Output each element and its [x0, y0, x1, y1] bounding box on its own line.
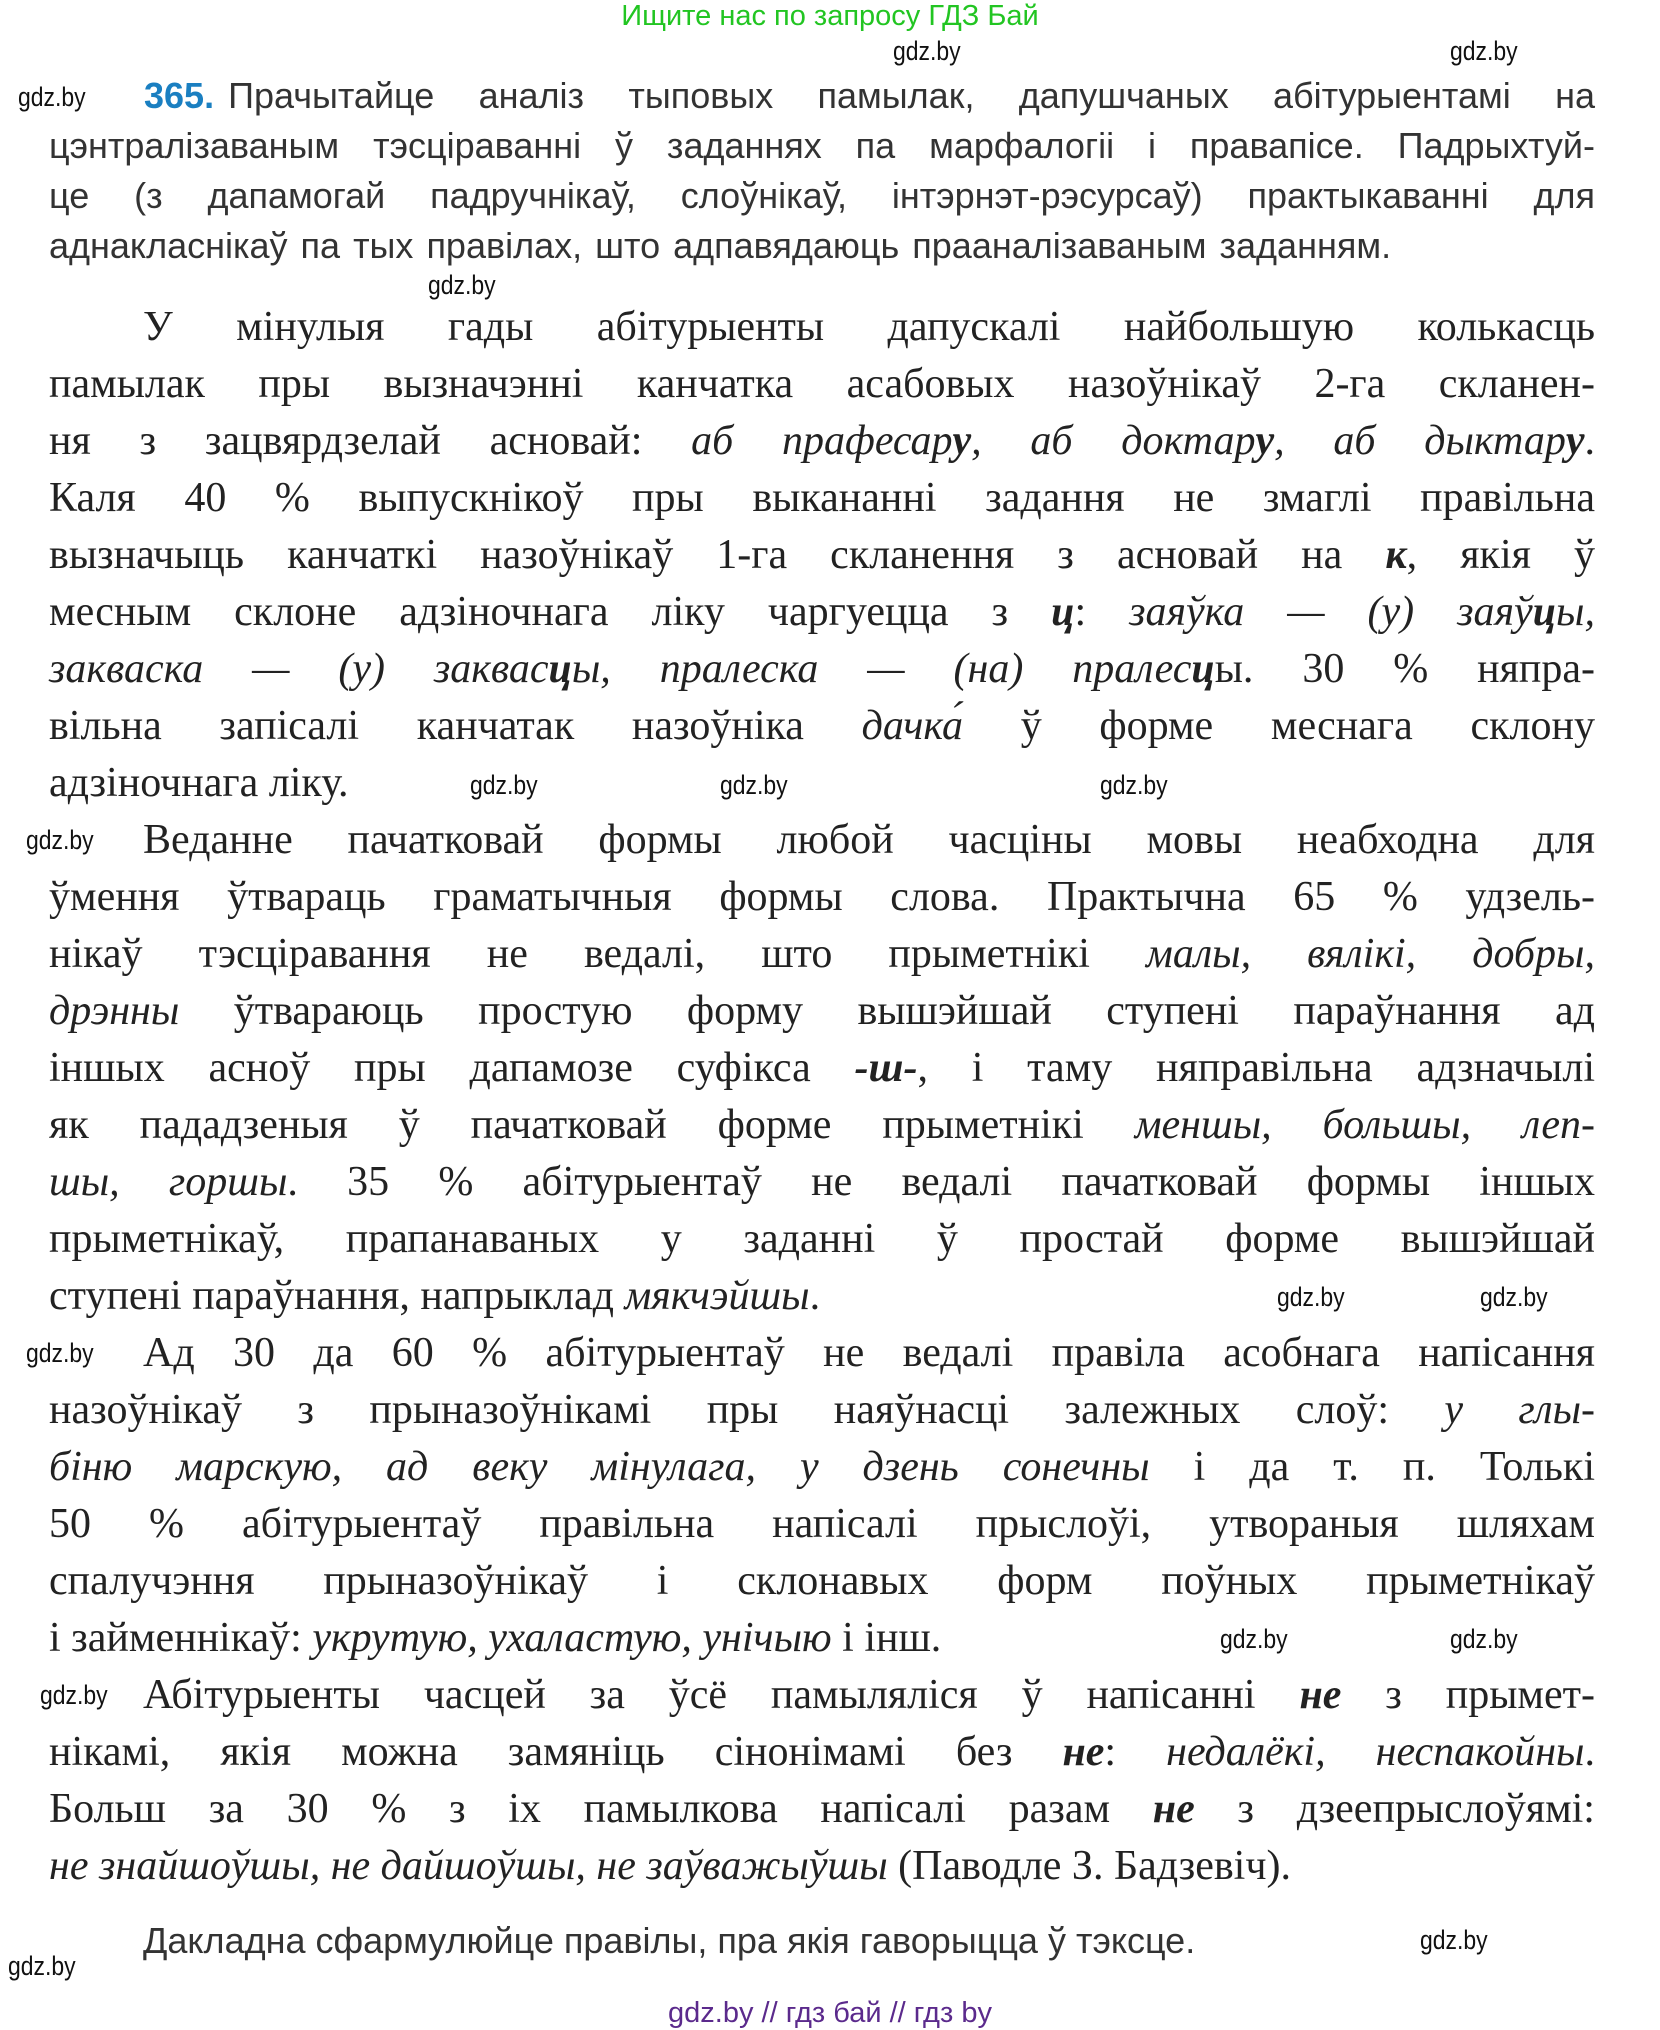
emphasized-text: малы, вялікі, добры,	[1146, 931, 1595, 977]
text-segment: нікамі, якія можна замяніць сінонімамі без	[49, 1729, 1063, 1775]
final-task: Дакладна сфармулюйце правілы, пра якія гаворыцца ў тэксце.	[143, 1920, 1196, 1961]
emphasized-text: не	[1062, 1729, 1105, 1775]
text-segment: . 35 % абітурыентаў не ведалі пачатковай формы іншых	[287, 1159, 1595, 1205]
text-line	[49, 1838, 1595, 1895]
text-segment: вільна запісалі канчатак назоўніка	[49, 703, 862, 749]
emphasized-text: мякчэйшы	[624, 1273, 810, 1319]
text-line	[49, 1325, 1595, 1382]
text-line	[49, 527, 1595, 584]
emphasized-text: не	[1152, 1786, 1195, 1832]
emphasized-text: не знайшоўшы, не дайшоўшы, не заўважыўшы	[49, 1843, 888, 1889]
search-banner: Ищите нас по запросу ГДЗ Бай	[621, 0, 1039, 32]
text-line	[49, 356, 1595, 413]
text-segment: .	[1584, 418, 1596, 464]
emphasized-text: заяўка — (у) заяў	[1129, 589, 1533, 635]
text-segment: іншых асноў пры дапамозе суфікса	[49, 1045, 855, 1091]
text-line	[49, 1496, 1595, 1553]
watermark: gdz.by	[26, 825, 94, 855]
emphasized-text: -ш-	[854, 1045, 918, 1091]
text-line	[49, 1040, 1595, 1097]
watermark: gdz.by	[893, 36, 961, 66]
text-line	[49, 1268, 1595, 1325]
text-segment: і займеннікаў:	[49, 1615, 313, 1661]
watermark: gdz.by	[1450, 36, 1518, 66]
emphasized-text: ы,	[1556, 589, 1595, 635]
text-segment: Ад 30 да 60 % абітурыентаў не ведалі правіла асобнага напісання	[143, 1330, 1595, 1376]
text-segment: ступені параўнання, напрыклад	[49, 1273, 625, 1319]
text-line	[49, 1382, 1595, 1439]
text-line	[49, 869, 1595, 926]
task-line	[49, 71, 1595, 121]
watermark: gdz.by	[1220, 1624, 1288, 1654]
emphasized-text: ы, пралеска — (на) пралес	[571, 646, 1192, 692]
watermark: gdz.by	[1420, 1925, 1488, 1955]
watermark: gdz.by	[1100, 770, 1168, 800]
exercise-number: 365.	[144, 75, 215, 116]
text-segment: ўмення ўтвараць граматычныя формы слова. Практычна 65 % удзель-	[49, 874, 1595, 920]
exercise-task	[49, 71, 1595, 271]
text-segment: ўтвараюць простую форму вышэйшай ступені параўнання ад	[179, 988, 1595, 1034]
emphasized-text: біню марскую, ад веку мінулага, у дзень сонечны	[49, 1444, 1150, 1490]
emphasized-text: ц	[1191, 646, 1215, 692]
emphasized-text: , аб дыктар	[1274, 418, 1566, 464]
watermark: gdz.by	[720, 770, 788, 800]
footer-links: gdz.by // гдз бай // гдз by	[668, 1997, 992, 2029]
watermark: gdz.by	[1450, 1624, 1518, 1654]
text-line	[49, 926, 1595, 983]
task-line: аднакласнікаў па тых правілах, што адпавядаюць прааналізаваным заданням.	[49, 225, 1392, 266]
text-segment: месным склоне адзіночнага ліку чаргуецца з	[49, 589, 1052, 635]
emphasized-text: не	[1299, 1672, 1342, 1718]
text-segment: У мінулыя гады абітурыенты дапускалі найбольшую колькасць	[143, 304, 1595, 350]
text-line	[49, 1724, 1595, 1781]
text-segment: Каля 40 % выпускнікоў пры выкананні задання не змаглі правільна	[49, 475, 1595, 521]
text-segment: .	[1584, 1729, 1595, 1775]
emphasized-text: ц	[548, 646, 572, 692]
text-line	[49, 641, 1595, 698]
emphasized-text: у	[1565, 418, 1585, 464]
text-segment: і да т. п. Толькі	[1149, 1444, 1596, 1490]
emphasized-text: недалёкі, неспакойны	[1166, 1729, 1585, 1775]
text-line	[49, 1439, 1595, 1496]
watermark: gdz.by	[26, 1338, 94, 1368]
article-text	[49, 299, 1595, 1895]
text-segment: нікаў тэсціравання не ведалі, што прыметнікі	[49, 931, 1147, 977]
text-segment: :	[1074, 589, 1130, 635]
watermark: gdz.by	[1480, 1282, 1548, 1312]
emphasized-text: у	[952, 418, 972, 464]
text-segment: Больш за 30 % з іх памылкова напісалі разам	[49, 1786, 1153, 1832]
text-line	[49, 1781, 1595, 1838]
emphasized-text: , аб доктар	[971, 418, 1256, 464]
emphasized-text: у глы-	[1444, 1387, 1595, 1433]
text-line	[49, 413, 1595, 470]
text-segment: , і таму няправільна адзначылі	[917, 1045, 1595, 1091]
emphasized-text: ц	[1051, 589, 1075, 635]
text-segment: з прымет-	[1341, 1672, 1595, 1718]
text-segment: і інш.	[831, 1615, 942, 1661]
emphasized-text: аб прафесар	[691, 418, 953, 464]
text-line	[49, 1610, 1595, 1667]
text-line	[49, 1667, 1595, 1724]
text-segment: назоўнікаў з прыназоўнікамі пры наяўнасці залежных слоў:	[49, 1387, 1445, 1433]
text-segment: :	[1104, 1729, 1167, 1775]
watermark: gdz.by	[40, 1680, 108, 1710]
text-segment: Абітурыенты часцей за ўсё памыляліся ў напісанні	[143, 1672, 1300, 1718]
emphasized-text: у	[1255, 418, 1275, 464]
text-segment: Веданне пачатковай формы любой часціны мовы неабходна для	[143, 817, 1595, 863]
emphasized-text: к	[1385, 532, 1407, 578]
text-line	[49, 698, 1595, 755]
text-line	[49, 983, 1595, 1040]
text-line	[49, 470, 1595, 527]
text-segment: . 30 % няпра-	[1242, 646, 1596, 692]
text-segment: спалучэння прыназоўнікаў і склонавых форм поўных прыметнікаў	[49, 1558, 1595, 1604]
watermark: gdz.by	[470, 770, 538, 800]
emphasized-text: укрутую, ухаластую, унічыю	[312, 1615, 832, 1661]
watermark: gdz.by	[18, 82, 86, 112]
text-line	[49, 1154, 1595, 1211]
text-line	[49, 584, 1595, 641]
task-line: це (з дапамогай падручнікаў, слоўнікаў, інтэрнэт-рэсурсаў) практыкаванні для	[49, 175, 1595, 216]
task-line: цэнтралізаваным тэсціраванні ў заданнях па марфалогіі і правапісе. Падрыхтуй-	[49, 125, 1595, 166]
text-segment: ў форме меснага склону	[963, 703, 1595, 749]
text-segment: ня з зацвярдзелай асновай:	[49, 418, 692, 464]
text-line	[49, 812, 1595, 869]
emphasized-text: закваска — (у) заквас	[49, 646, 549, 692]
text-segment: (Паводле З. Бадзевіч).	[887, 1843, 1291, 1889]
text-line	[49, 1553, 1595, 1610]
text-segment: з дзеепрыслоўямі:	[1194, 1786, 1595, 1832]
text-segment: .	[809, 1273, 821, 1319]
text-segment: 50 % абітурыентаў правільна напісалі прыслоўі, утвораныя шляхам	[49, 1501, 1595, 1547]
watermark: gdz.by	[8, 1951, 76, 1981]
emphasized-text: шы, горшы	[49, 1159, 288, 1205]
text-line	[49, 1097, 1595, 1154]
text-line	[49, 755, 1595, 812]
emphasized-text: ц	[1532, 589, 1557, 635]
text-segment: вызначыць канчаткі назоўнікаў 1-га скланення з асновай на	[49, 532, 1386, 578]
text-segment: прыметнікаў, прапанаваных у заданні ў простай форме вышэйшай	[49, 1216, 1595, 1262]
text-segment: як пададзеныя ў пачатковай форме прыметнікі	[49, 1102, 1135, 1148]
text-line	[49, 299, 1595, 356]
text-line	[49, 1211, 1595, 1268]
text-segment: , якія ў	[1406, 532, 1595, 578]
text-segment: ы	[1214, 646, 1243, 692]
watermark: gdz.by	[428, 270, 496, 300]
emphasized-text: дрэнны	[49, 988, 180, 1034]
emphasized-text: дачка́	[861, 703, 963, 749]
text-segment: адзіночнага ліку.	[49, 760, 349, 806]
watermark: gdz.by	[1277, 1282, 1345, 1312]
emphasized-text: меншы, большы, леп-	[1134, 1102, 1595, 1148]
text-segment: памылак пры вызначэнні канчатка асабовых назоўнікаў 2-га скланен-	[49, 361, 1595, 407]
task-line-text: Прачытайце аналіз тыповых памылак, дапушчаных абітурыентамі на	[228, 75, 1595, 116]
